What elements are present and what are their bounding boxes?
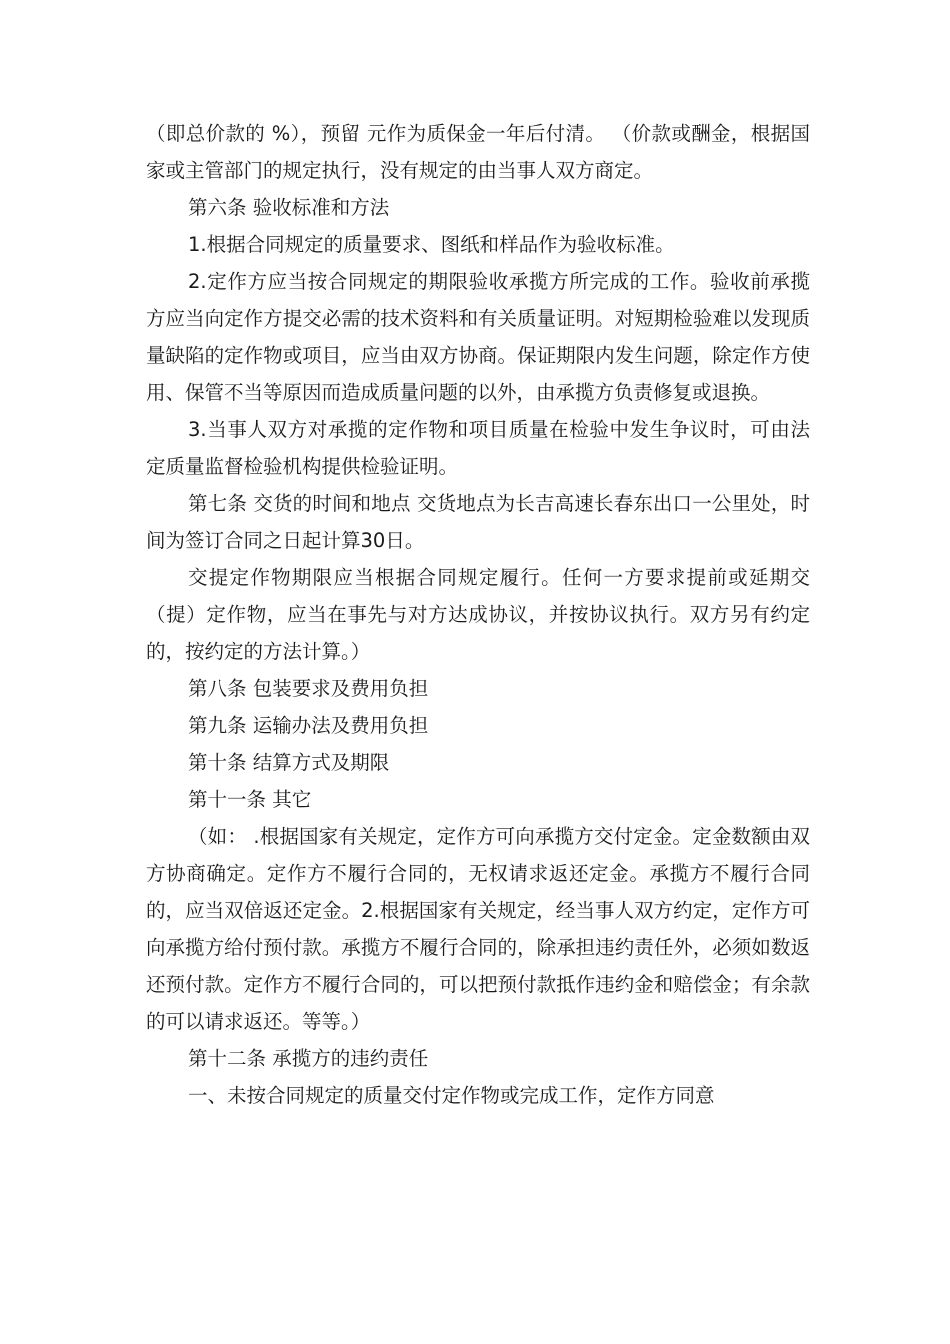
article-6-item-2: 2.定作方应当按合同规定的期限验收承揽方所完成的工作。验收前承揽方应当向定作方提交必需的技术资料和有关质量证明。对短期检验难以发现质量缺陷的定作物或项目，应当由双方协商。保证期限内发生问题，除定作方使用、保管不当等原因而造成质量问题的以外，由承揽方负责修复或退换。 xyxy=(146,270,810,404)
article-11-example: （如： .根据国家有关规定，定作方可向承揽方交付定金。定金数额由双方协商确定。定作方不履行合同的，无权请求返还定金。承揽方不履行合同的，应当双倍返还定金。2.根据国家有关规定，经当事人双方约定，定作方可向承揽方给付预付款。承揽方不履行合同的，除承担违约责任外，必须如数返还预付款。定作方不履行合同的，可以把预付款抵作违约金和赔偿金；有余款的可以请求返还。等等。） xyxy=(146,825,810,1033)
article-10-heading: 第十条 结算方式及期限 xyxy=(188,751,390,774)
article-7-delivery: 第七条 交货的时间和地点 交货地点为长吉高速长春东出口一公里处，时间为签订合同之日起计算30日。 xyxy=(146,492,810,552)
article-9-heading: 第九条 运输办法及费用负担 xyxy=(188,714,429,737)
paragraph-payment-terms: （即总价款的 %），预留 元作为质保金一年后付清。 （价款或酬金，根据国家或主管部门的规定执行，没有规定的由当事人双方商定。 xyxy=(146,122,810,182)
document-body xyxy=(146,115,810,1114)
article-8-heading: 第八条 包装要求及费用负担 xyxy=(188,677,429,700)
article-12-item-1: 一、未按合同规定的质量交付定作物或完成工作，定作方同意 xyxy=(188,1084,715,1107)
article-6-item-3: 3.当事人双方对承揽的定作物和项目质量在检验中发生争议时，可由法定质量监督检验机构提供检验证明。 xyxy=(146,418,810,478)
article-6-heading: 第六条 验收标准和方法 xyxy=(188,196,390,219)
article-12-heading: 第十二条 承揽方的违约责任 xyxy=(188,1047,429,1070)
article-6-item-1: 1.根据合同规定的质量要求、图纸和样品作为验收标准。 xyxy=(188,233,675,256)
article-11-heading: 第十一条 其它 xyxy=(188,788,312,811)
article-7-deadline-note: 交提定作物期限应当根据合同规定履行。任何一方要求提前或延期交（提）定作物，应当在事先与对方达成协议，并按协议执行。双方另有约定的，按约定的方法计算。） xyxy=(146,566,810,663)
